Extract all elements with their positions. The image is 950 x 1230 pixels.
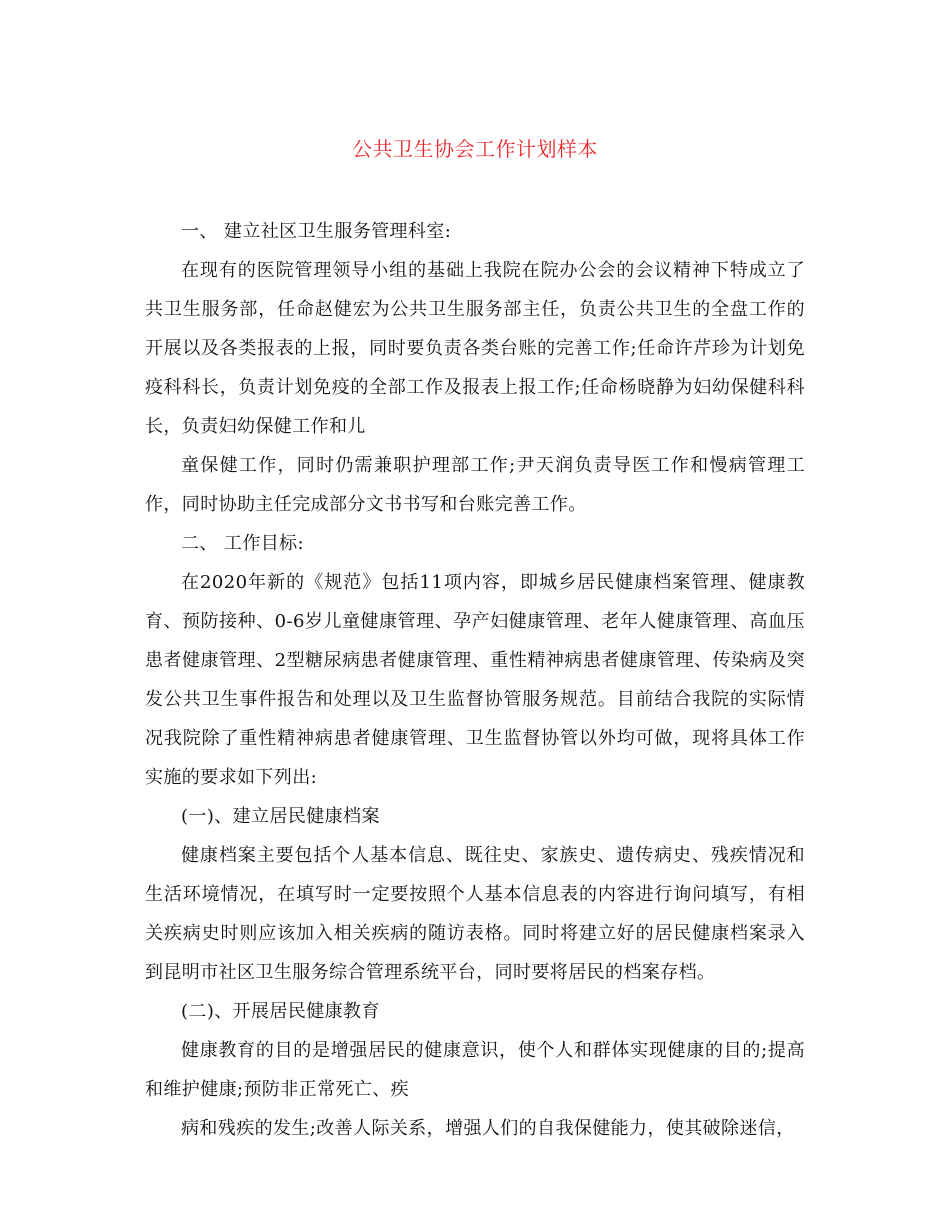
paragraph-1: 在现有的医院管理领导小组的基础上我院在院办公会的会议精神下特成立了共卫生服务部，任命赵健宏为公共卫生服务部主任，负责公共卫生的全盘工作的开展以及各类报表的上报，同时要负责各类台账的完善工作;任命许芹珍为计划免疫科科长，负责计划免疫的全部工作及报表上报工作;任命杨晓静为妇幼保健科科长，负责妇幼保健工作和儿 bbox=[145, 260, 805, 437]
document-body bbox=[145, 212, 805, 1148]
paragraph-3: 在2020年新的《规范》包括11项内容，即城乡居民健康档案管理、健康教育、预防接种、0-6岁儿童健康管理、孕产妇健康管理、老年人健康管理、高血压患者健康管理、2型糖尿病患者健康管理、重性精神病患者健康管理、传染病及突发公共卫生事件报告和处理以及卫生监督协管服务规范。目前结合我院的实际情况我院除了重性精神病患者健康管理、卫生监督协管以外均可做，现将具体工作实施的要求如下列出: bbox=[145, 572, 805, 788]
paragraph-6: 病和残疾的发生;改善人际关系，增强人们的自我保健能力，使其破除迷信， bbox=[181, 1118, 795, 1139]
subsection-heading-1: (一)、建立居民健康档案 bbox=[181, 806, 380, 827]
subsection-heading-2: (二)、开展居民健康教育 bbox=[181, 1001, 380, 1022]
section-heading-1: 一、 建立社区卫生服务管理科室: bbox=[181, 221, 452, 242]
paragraph-2: 童保健工作，同时仍需兼职护理部工作;尹天润负责导医工作和慢病管理工作，同时协助主任完成部分文书书写和台账完善工作。 bbox=[145, 455, 805, 515]
document-title: 公共卫生协会工作计划样本 bbox=[352, 137, 598, 161]
paragraph-5: 健康教育的目的是增强居民的健康意识，使个人和群体实现健康的目的;提高和维护健康;预防非正常死亡、疾 bbox=[145, 1040, 805, 1100]
paragraph-4: 健康档案主要包括个人基本信息、既往史、家族史、遗传病史、残疾情况和生活环境情况，在填写时一定要按照个人基本信息表的内容进行询问填写，有相关疾病史时则应该加入相关疾病的随访表格。同时将建立好的居民健康档案录入到昆明市社区卫生服务综合管理系统平台，同时要将居民的档案存档。 bbox=[145, 845, 805, 983]
section-heading-2: 二、 工作目标: bbox=[181, 533, 304, 554]
